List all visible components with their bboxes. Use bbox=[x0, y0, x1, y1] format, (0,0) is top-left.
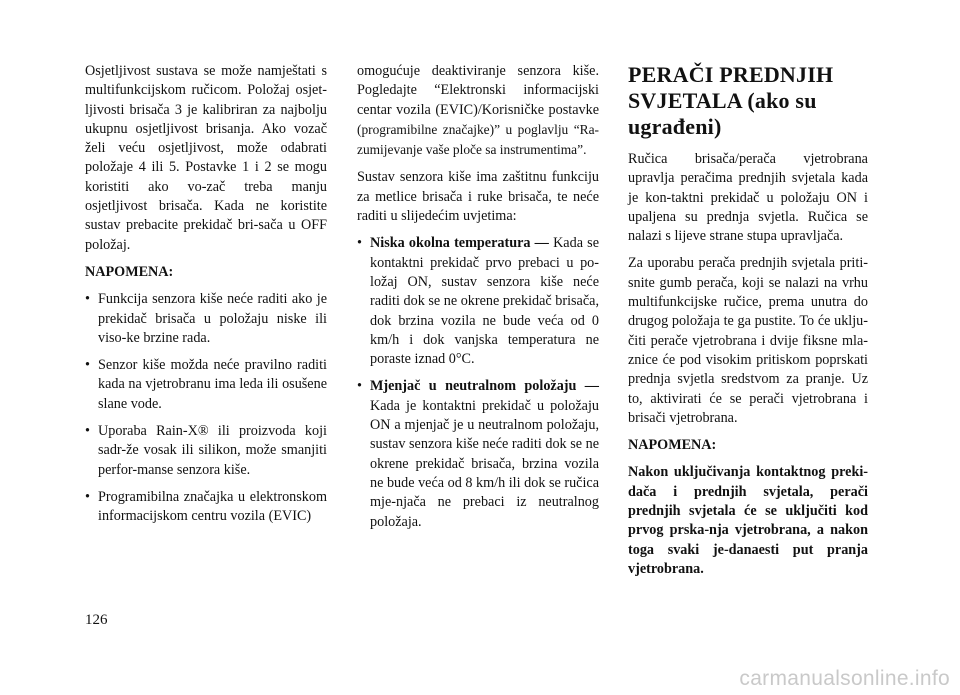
evic-continuation: omogućuje deaktiviranje senzora kiše. Pogledajte “Elektronski informacijski centar vozila (EVIC)/Korisničke postavke (programibilne značajke)” u poglavlju “Ra-zumijevanje vaše ploče sa instrumentima”. bbox=[357, 63, 599, 158]
note-bullet-item: • Programibilna značajka u elektronskom informacijskom centru vozila (EVIC) bbox=[85, 488, 327, 525]
headlamp-washer-paragraph-2: Za uporabu perača prednjih svjetala priti-snite gumb perača, koji se nalazi na vrhu multifunkcijske ručice, prema unutra do drugog položaja te ga pustite. To će uklju-čiti perače vjetrobrana i dvije fiksne mla-znice će pod visokim pritiskom poprskati prednja svjetla sredstvom za pranje. Uz to, aktivirati će se perači vjetrobrana i brisači vjetrobrana. bbox=[628, 255, 868, 426]
page-number: 126 bbox=[85, 612, 108, 628]
column-middle bbox=[357, 62, 599, 540]
section-heading: PERAČI PREDNJIH SVJETALA (ako su ugrađeni) bbox=[628, 62, 834, 139]
note-label: NAPOMENA: bbox=[85, 263, 174, 280]
bullet-icon: • bbox=[357, 235, 362, 252]
sensitivity-paragraph: Osjetljivost sustava se može namještati s multifunkcijskom ručicom. Položaj osjet-ljivosti brisača 3 je kalibriran za najbolju ukupnu osjetljivost brisanja. Ako vozač želi veću osjetljivost, može odabrati položaje 4 ili 5. Postavke 1 i 2 se mogu koristiti ako vo-zač treba manju osjetljivost brisača. Kada ne koristite sustav prebacite prekidač bri-sača u OFF položaj. bbox=[85, 63, 327, 253]
bullet-icon: • bbox=[85, 488, 90, 505]
column-right bbox=[628, 62, 868, 587]
note-bullet-item: • Funkcija senzora kiše neće raditi ako je prekidač brisača u položaju niske ili viso-ke brzine rada. bbox=[85, 291, 327, 346]
protection-paragraph: Sustav senzora kiše ima zaštitnu funkciju za metlice brisača i ruke brisača, te neće raditi u slijedećim uvjetima: bbox=[357, 169, 599, 225]
condition-neutral-gear: • Mjenjač u neutralnom položaju — Kada je kontaktni prekidač u položaju ON a mjenjač je u neutralnom položaju, sustav senzora kiše neće raditi dok se ne okrene prekidač brisača, brzina vozila ne bude veća od 8 km/h ili dok se ručica mje-njača ne prebaci iz neutralnog položaja. bbox=[357, 378, 599, 530]
note-bullet-item: • Uporaba Rain-X® ili proizvoda koji sadr-že vosak ili silikon, može smanjiti perfor-manse senzora kiše. bbox=[85, 423, 327, 478]
bullet-icon: • bbox=[85, 291, 90, 308]
column-left bbox=[85, 62, 327, 535]
note-bullet-item: • Senzor kiše možda neće pravilno raditi kada na vjetrobranu ima leda ili osušene slane vode. bbox=[85, 357, 327, 412]
bullet-icon: • bbox=[85, 423, 90, 440]
note-text: Nakon uključivanja kontaktnog preki-dača i prednjih svjetala, perači prednjih svjetala će se uključiti kod prvog prska-nja vjetrobrana, a nakon toga svaki je-danaesti put pranja vjetrobrana. bbox=[628, 464, 868, 577]
bullet-icon: • bbox=[357, 378, 362, 395]
condition-low-temperature: • Niska okolna temperatura — Kada se kontaktni prekidač prvo prebaci u po-ložaj ON, sustav senzora kiše neće raditi dok se ne okrene prekidač brisača, dok brzina vozila ne bude veća od 0 km/h i dok vanjska temperatura ne poraste iznad 0°C. bbox=[357, 235, 599, 368]
headlamp-washer-paragraph-1: Ručica brisača/perača vjetrobrana upravlja peračima prednjih svjetala kada je kon-taktni prekidač u položaju ON i upaljena su prednja svjetla. Ručica se nalazi s lijeve strane stupa upravljača. bbox=[628, 151, 868, 245]
note-bullet-list bbox=[85, 290, 327, 526]
watermark: carmanualsonline.info bbox=[739, 667, 950, 690]
condition-bullet-list bbox=[357, 234, 599, 531]
note-label: NAPOMENA: bbox=[628, 437, 717, 454]
bullet-icon: • bbox=[85, 357, 90, 374]
